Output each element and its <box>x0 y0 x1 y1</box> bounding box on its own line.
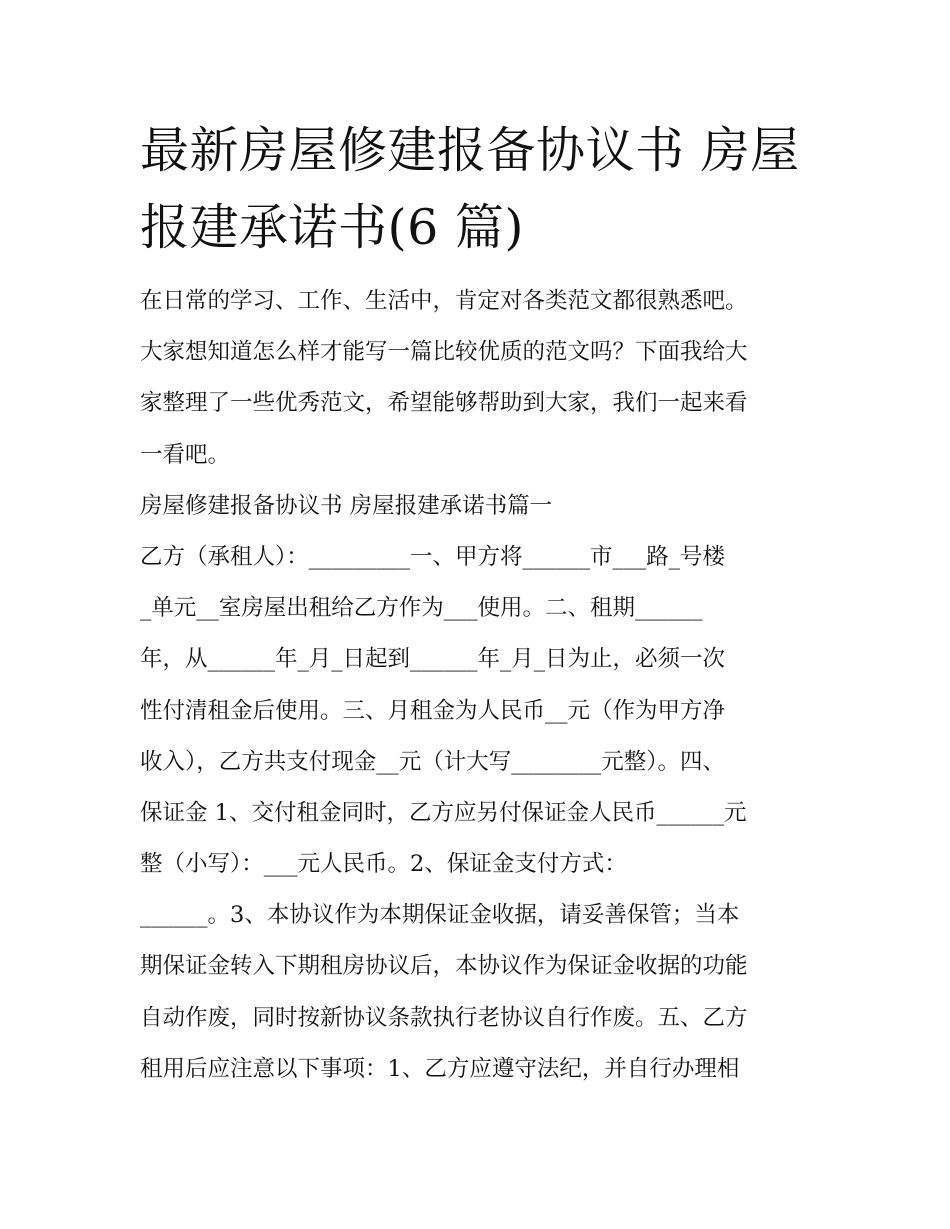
document-body <box>140 276 820 1095</box>
body-line: 年，从______年_月_日起到______年_月_日为止，必须一次 <box>140 646 726 673</box>
body-line: 在日常的学习、工作、生活中，肯定对各类范文都很熟悉吧。 <box>140 288 748 314</box>
body-line: 整（小写）：___元人民币。2、保证金支付方式： <box>140 851 627 878</box>
body-line: 性付清租金后使用。三、月租金为人民币__元（作为甲方净 <box>140 697 726 724</box>
document-title <box>140 112 820 266</box>
body-line: 乙方（承租人）：_________一、甲方将______市___路_号楼 <box>140 543 726 570</box>
body-line: 收入），乙方共支付现金__元（计大写________元整）。四、 <box>140 748 726 775</box>
title-line-2: 报建承诺书(6 篇) <box>140 199 524 256</box>
body-line: 租用后应注意以下事项：1、乙方应遵守法纪，并自行办理相 <box>140 1055 740 1082</box>
body-line: 自动作废，同时按新协议条款执行老协议自行作废。五、乙方 <box>140 1004 748 1031</box>
body-line: 家整理了一些优秀范文，希望能够帮助到大家，我们一起来看 <box>140 390 748 417</box>
body-line: ______。3、本协议作为本期保证金收据，请妥善保管；当本 <box>140 902 740 929</box>
body-line: 保证金 1、交付租金同时，乙方应另付保证金人民币______元 <box>140 799 747 826</box>
body-line: 一看吧。 <box>140 441 231 468</box>
body-line: 大家想知道怎么样才能写一篇比较优质的范文吗？下面我给大 <box>140 339 748 366</box>
body-line: 期保证金转入下期租房协议后，本协议作为保证金收据的功能 <box>140 953 748 980</box>
body-line: _单元__室房屋出租给乙方作为___使用。二、租期______ <box>140 595 703 622</box>
title-line-1: 最新房屋修建报备协议书 房屋 <box>140 122 800 179</box>
section-heading: 房屋修建报备协议书 房屋报建承诺书篇一 <box>140 492 553 519</box>
